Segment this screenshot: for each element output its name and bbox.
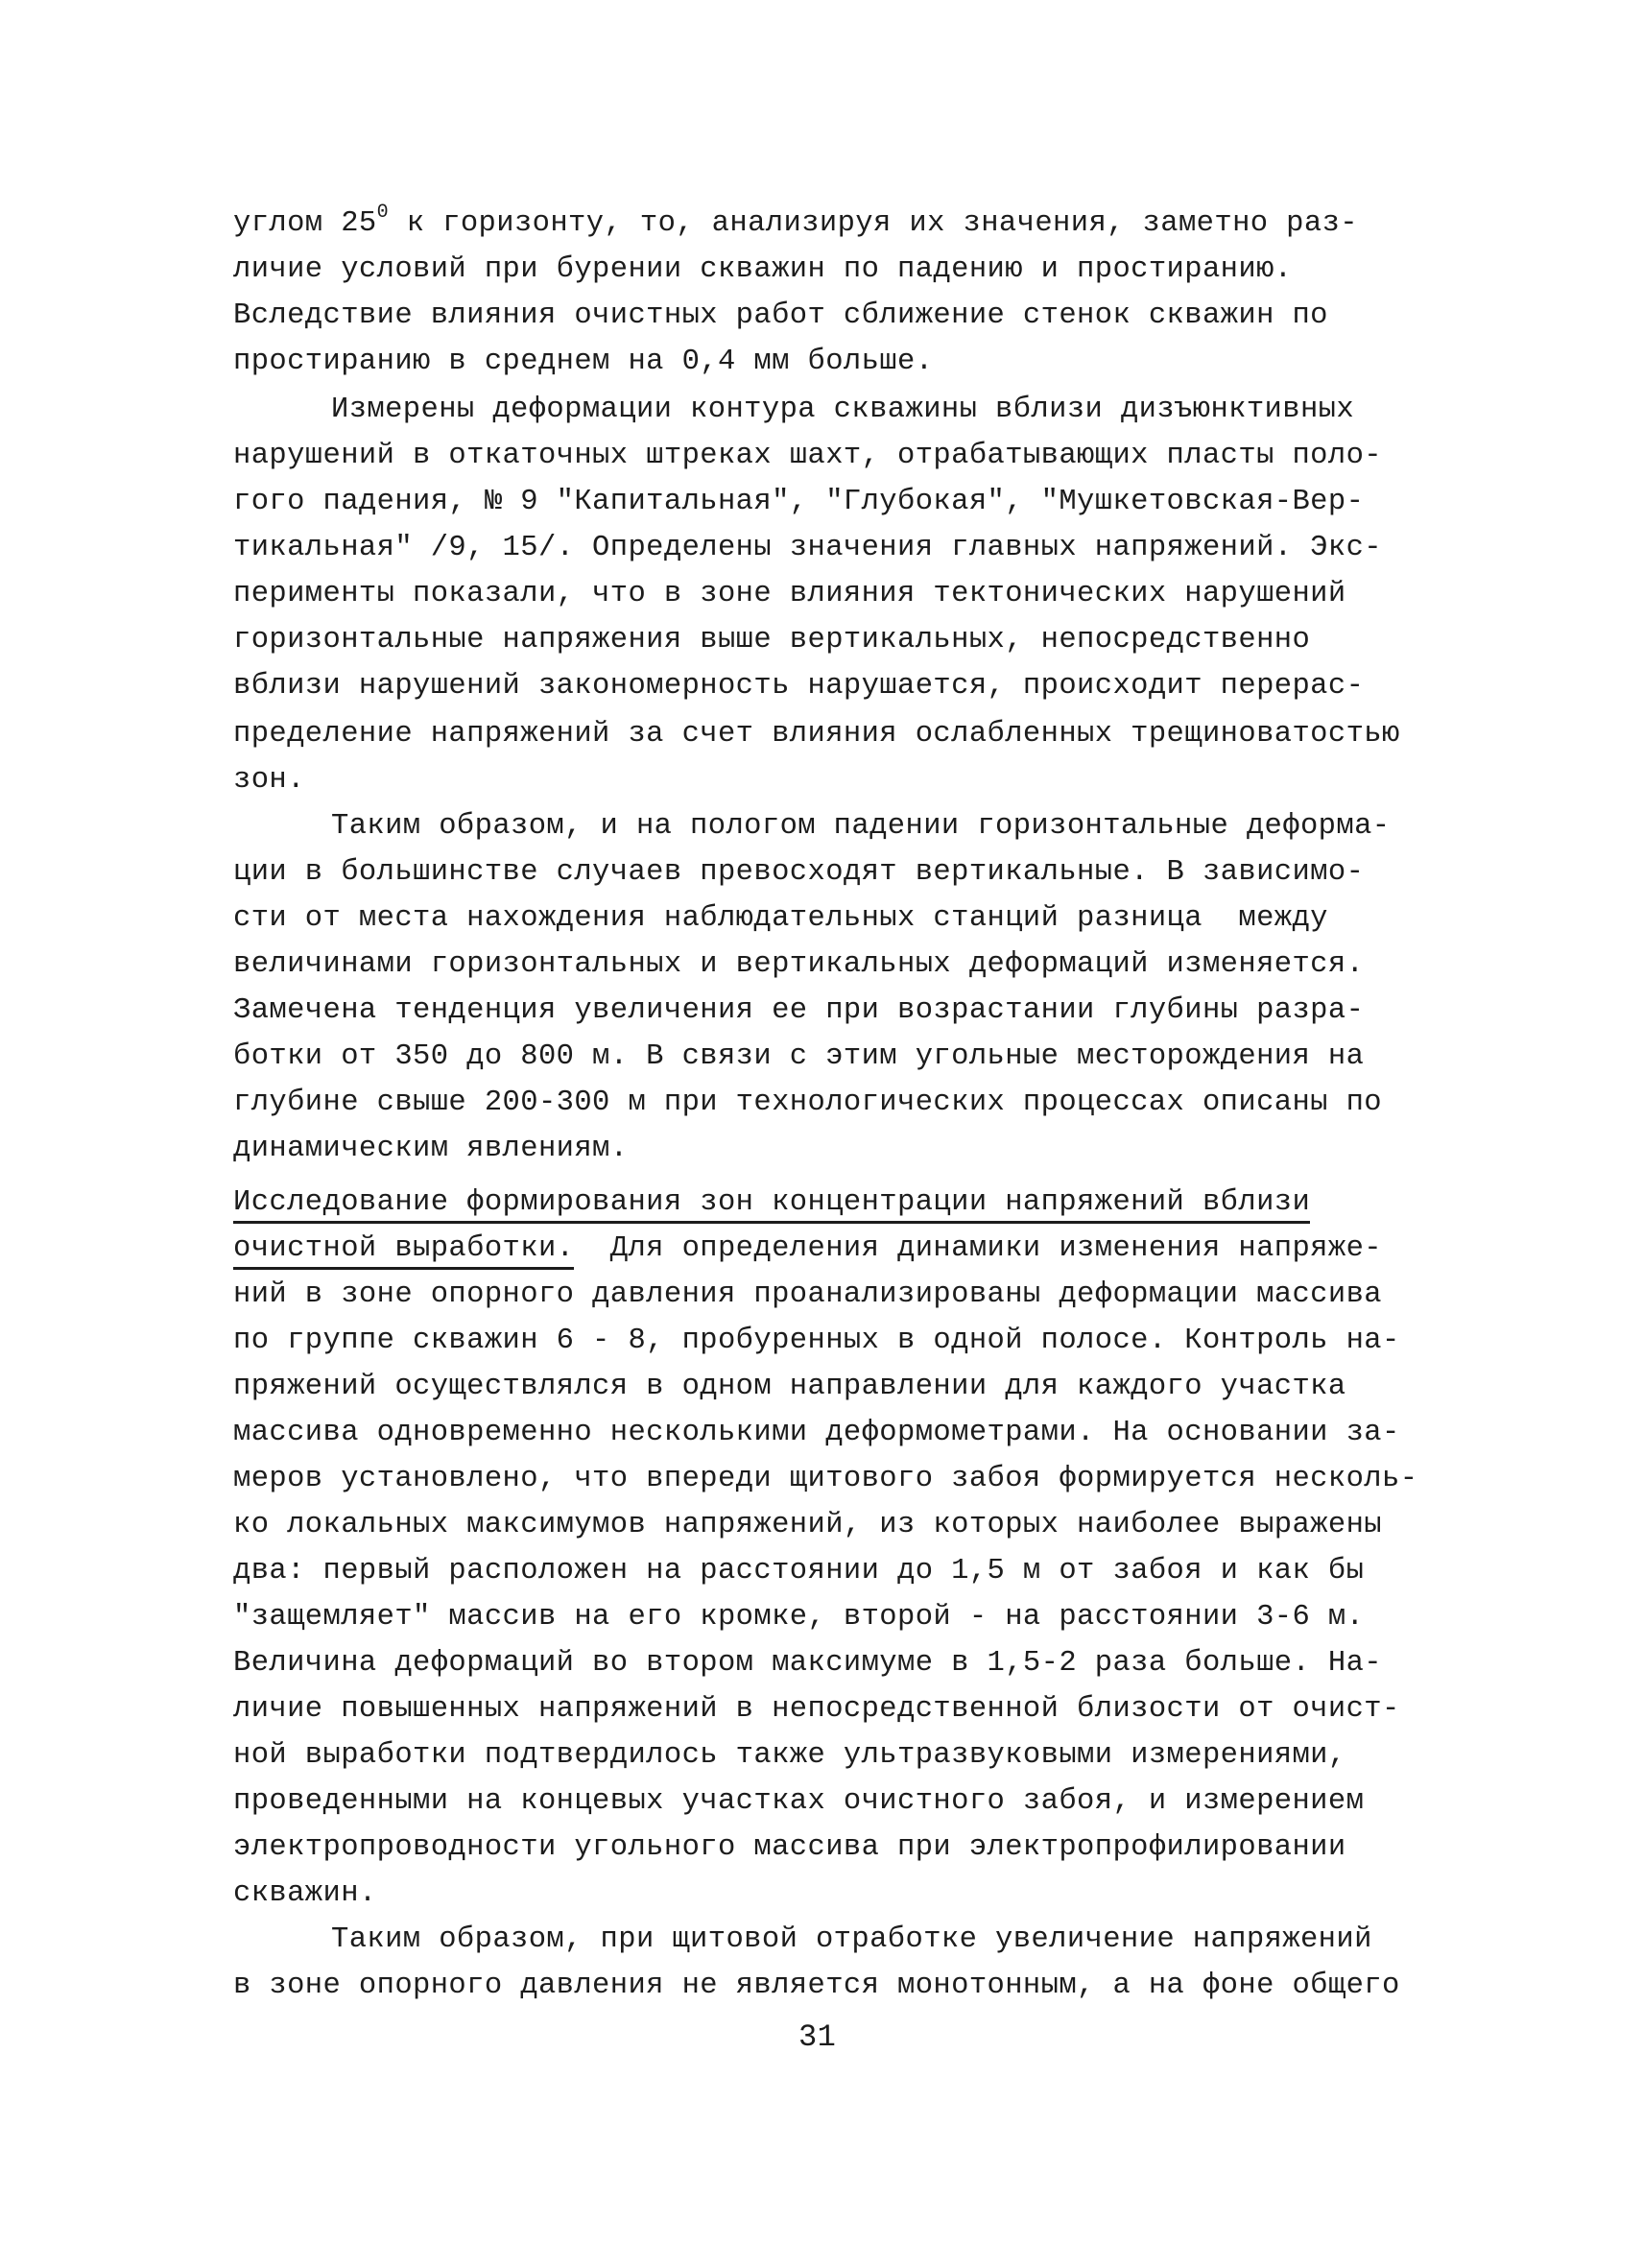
section-heading-underlined: очистной выработки. xyxy=(233,1232,574,1270)
text-line: пряжений осуществлялся в одном направлении для каждого участка xyxy=(233,1371,1346,1403)
text-line: ной выработки подтвердилось также ультразвуковыми измерениями, xyxy=(233,1739,1346,1772)
text-line: простиранию в среднем на 0,4 мм больше. xyxy=(233,346,934,378)
text-line: Величина деформаций во втором максимуме в 1,5-2 раза больше. На- xyxy=(233,1647,1382,1680)
text-line: два: первый расположен на расстоянии до 1,5 м от забоя и как бы xyxy=(233,1555,1365,1588)
text-line: Таким образом, и на пологом падении горизонтальные деформа- xyxy=(331,810,1391,843)
page-number: 31 xyxy=(798,2019,837,2055)
text-line: вблизи нарушений закономерность нарушается, происходит перерас- xyxy=(233,670,1365,703)
text-line: Замечена тенденция увеличения ее при возрастании глубины разра- xyxy=(233,994,1365,1027)
text-line-1: углом $25^0$ к горизонту, то, анализируя их значения, заметно раз- xyxy=(233,202,1358,240)
text-line: ний в зоне опорного давления проанализированы деформации массива xyxy=(233,1278,1382,1311)
section-heading-line-1: Исследование формирования зон концентрации напряжений вблизи xyxy=(233,1188,1310,1218)
text-line: гого падения, № 9 "Капитальная", "Глубокая", "Мушкетовская-Вер- xyxy=(233,486,1365,518)
text-line: ции в большинстве случаев превосходят вертикальные. В зависимо- xyxy=(233,856,1365,889)
text-line: по группе скважин 6 - 8, пробуренных в одной полосе. Контроль на- xyxy=(233,1325,1400,1357)
text-line: Вследствие влияния очистных работ сближение стенок скважин по xyxy=(233,299,1328,332)
text-line: горизонтальные напряжения выше вертикальных, непосредственно xyxy=(233,624,1311,657)
text-line: ботки от 350 до 800 м. В связи с этим угольные месторождения на xyxy=(233,1040,1365,1073)
text-line: зон. xyxy=(233,764,305,797)
text-line: Измерены деформации контура скважины вблизи дизъюнктивных xyxy=(331,394,1355,426)
text-line: динамическим явлениям. xyxy=(233,1133,629,1165)
text-line: "защемляет" массив на его кромке, второй - на расстоянии 3-6 м. xyxy=(233,1601,1365,1634)
text-line: личие условий при бурении скважин по падению и простиранию. xyxy=(233,253,1293,286)
section-heading-line-2: очистной выработки. Для определения динамики изменения напряже- xyxy=(233,1234,1382,1264)
text-line: электропроводности угольного массива при электропрофилировании xyxy=(233,1831,1346,1864)
text-line: личие повышенных напряжений в непосредственной близости от очист- xyxy=(233,1693,1400,1726)
text-line: перименты показали, что в зоне влияния тектонических нарушений xyxy=(233,578,1346,610)
text-line: сти от места нахождения наблюдательных станций разница между xyxy=(233,902,1328,935)
text-line: глубине свыше 200-300 м при технологических процессах описаны по xyxy=(233,1086,1382,1119)
text-line: нарушений в откаточных штреках шахт, отрабатывающих пласты поло- xyxy=(233,440,1382,472)
degree-superscript: 0 xyxy=(376,202,390,224)
text-line: в зоне опорного давления не является монотонным, а на фоне общего xyxy=(233,1970,1400,2002)
text-line: массива одновременно несколькими деформометрами. На основании за- xyxy=(233,1417,1400,1449)
text-line: проведенными на концевых участках очистного забоя, и измерением xyxy=(233,1785,1365,1818)
text-line: пределение напряжений за счет влияния ослабленных трещиноватостью xyxy=(233,718,1400,751)
text-line: тикальная" /9, 15/. Определены значения главных напряжений. Экс- xyxy=(233,532,1382,564)
text-line: меров установлено, что впереди щитового забоя формируется несколь- xyxy=(233,1463,1418,1495)
text-line: Таким образом, при щитовой отработке увеличение напряжений xyxy=(331,1923,1372,1956)
text-line: скважин. xyxy=(233,1877,377,1910)
text-line: ко локальных максимумов напряжений, из которых наиболее выражены xyxy=(233,1509,1382,1541)
text-line: величинами горизонтальных и вертикальных деформаций изменяется. xyxy=(233,948,1365,981)
